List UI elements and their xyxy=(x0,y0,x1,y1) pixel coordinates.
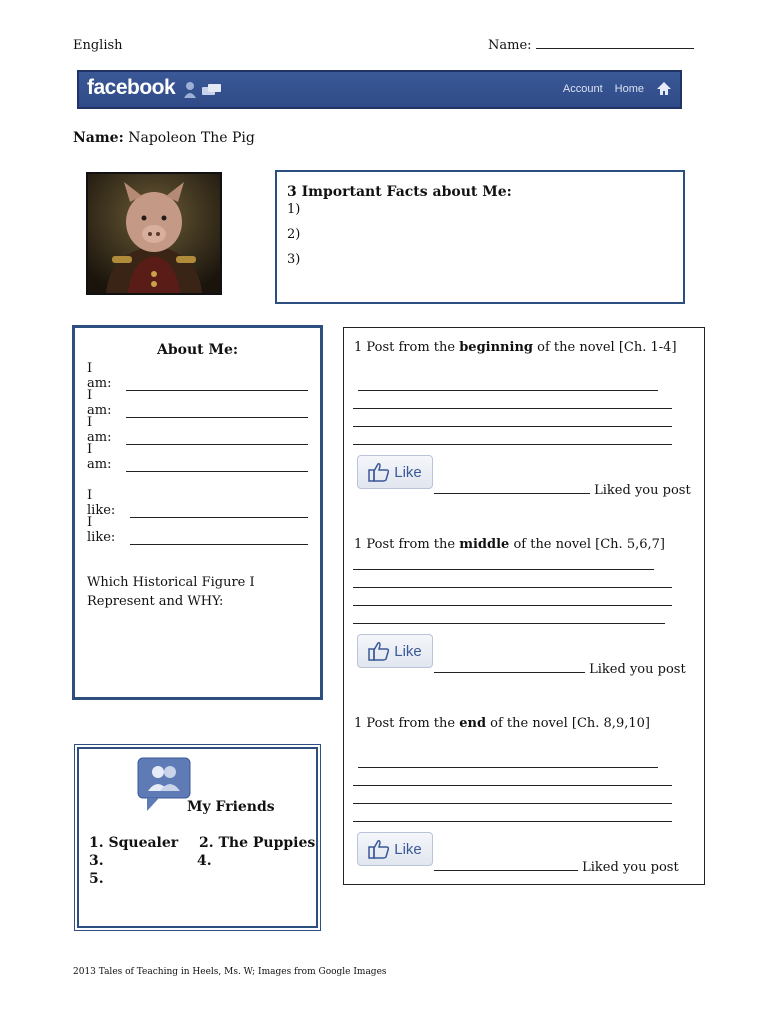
like-label: Like xyxy=(394,840,422,858)
friend-item-5: 5. xyxy=(89,871,104,887)
thumbs-up-icon xyxy=(368,462,390,482)
my-friends-box xyxy=(74,744,321,931)
fact-item-2: 2) xyxy=(287,227,301,242)
liked-label: Liked you post xyxy=(589,662,686,677)
like-button[interactable] xyxy=(357,455,433,489)
fact-item-3: 3) xyxy=(287,252,301,267)
like-button[interactable] xyxy=(357,634,433,668)
i-am-row xyxy=(87,415,308,445)
nav-account-link[interactable]: Account xyxy=(562,82,603,95)
i-like-label: I like: xyxy=(87,515,116,545)
posts-box xyxy=(343,327,705,885)
footer-credit: 2013 Tales of Teaching in Heels, Ms. W; Images from Google Images xyxy=(73,967,387,977)
facebook-header-bar xyxy=(77,70,682,109)
post-writing-line xyxy=(353,605,672,606)
my-friends-title: My Friends xyxy=(187,799,275,815)
post-heading-bold: middle xyxy=(459,537,510,552)
student-name-label: Name: xyxy=(488,38,532,53)
historical-figure-question xyxy=(87,573,308,611)
liked-label: Liked you post xyxy=(582,860,679,875)
i-am-line xyxy=(126,471,308,472)
like-button[interactable] xyxy=(357,832,433,866)
i-like-row xyxy=(87,515,308,545)
fact-item-1: 1) xyxy=(287,202,301,217)
friends-icon xyxy=(137,757,191,813)
post-heading-post: of the novel [Ch. 1-4] xyxy=(533,340,677,355)
about-me-box xyxy=(72,325,323,700)
i-am-label: I am: xyxy=(87,415,112,445)
about-me-title: About Me: xyxy=(156,342,239,358)
liked-you-post xyxy=(434,860,679,875)
profile-name-value: Napoleon The Pig xyxy=(128,130,255,146)
student-name-field xyxy=(488,38,694,53)
pig-portrait-image xyxy=(88,174,220,293)
i-like-line xyxy=(130,517,308,518)
student-name-line xyxy=(536,48,694,49)
like-label: Like xyxy=(394,642,422,660)
like-label: Like xyxy=(394,463,422,481)
friend-item-2: 2. The Puppies xyxy=(199,835,316,851)
post-writing-line xyxy=(353,408,672,409)
post-heading-middle xyxy=(354,537,665,552)
post-heading-pre: 1 Post from the xyxy=(354,340,460,355)
i-like-line xyxy=(130,544,308,545)
thumbs-up-icon xyxy=(368,839,390,859)
nav-home-link[interactable]: Home xyxy=(614,82,644,95)
profile-name xyxy=(73,130,255,146)
i-am-line xyxy=(126,417,308,418)
i-am-row xyxy=(87,388,308,418)
post-heading-bold: beginning xyxy=(459,340,533,355)
post-writing-line xyxy=(353,623,665,624)
i-am-row xyxy=(87,442,308,472)
my-friends-inner xyxy=(77,747,318,928)
post-writing-line xyxy=(353,785,672,786)
post-writing-line xyxy=(353,426,672,427)
post-writing-line xyxy=(358,390,658,391)
post-writing-line xyxy=(353,569,654,570)
friend-item-1: 1. Squealer xyxy=(89,835,179,851)
post-heading-pre: 1 Post from the xyxy=(354,716,460,731)
friend-item-4: 4. xyxy=(197,853,212,869)
subject-label: English xyxy=(73,38,123,53)
post-writing-line xyxy=(358,767,658,768)
facebook-logo: facebook xyxy=(87,76,176,99)
i-am-label: I am: xyxy=(87,388,112,418)
post-heading-post: of the novel [Ch. 5,6,7] xyxy=(509,537,665,552)
question-line-1: Which Historical Figure I xyxy=(87,575,255,590)
post-heading-beginning xyxy=(354,340,677,355)
i-am-row xyxy=(87,361,308,391)
post-writing-line xyxy=(353,444,672,445)
question-line-2: Represent and WHY: xyxy=(87,594,224,609)
facts-title: 3 Important Facts about Me: xyxy=(287,184,512,200)
friend-item-3: 3. xyxy=(89,853,104,869)
liked-name-line xyxy=(434,672,585,673)
i-am-line xyxy=(126,390,308,391)
post-heading-post: of the novel [Ch. 8,9,10] xyxy=(486,716,650,731)
post-writing-line xyxy=(353,587,672,588)
liked-name-line xyxy=(434,870,578,871)
liked-you-post xyxy=(434,483,691,498)
i-like-row xyxy=(87,488,308,518)
i-like-label: I like: xyxy=(87,488,116,518)
facebook-nav xyxy=(563,81,672,96)
important-facts-box xyxy=(275,170,685,304)
profile-name-label: Name: xyxy=(73,130,124,146)
liked-name-line xyxy=(434,493,590,494)
post-heading-bold: end xyxy=(459,716,487,731)
napoleon-portrait xyxy=(86,172,222,295)
friends-messages-icon xyxy=(183,81,227,99)
thumbs-up-icon xyxy=(368,641,390,661)
liked-you-post xyxy=(434,662,686,677)
liked-label: Liked you post xyxy=(594,483,691,498)
post-writing-line xyxy=(353,803,672,804)
post-heading-end xyxy=(354,716,650,731)
home-icon[interactable] xyxy=(656,81,672,96)
i-am-label: I am: xyxy=(87,442,112,472)
i-am-label: I am: xyxy=(87,361,112,391)
post-heading-pre: 1 Post from the xyxy=(354,537,460,552)
post-writing-line xyxy=(353,821,672,822)
i-am-line xyxy=(126,444,308,445)
